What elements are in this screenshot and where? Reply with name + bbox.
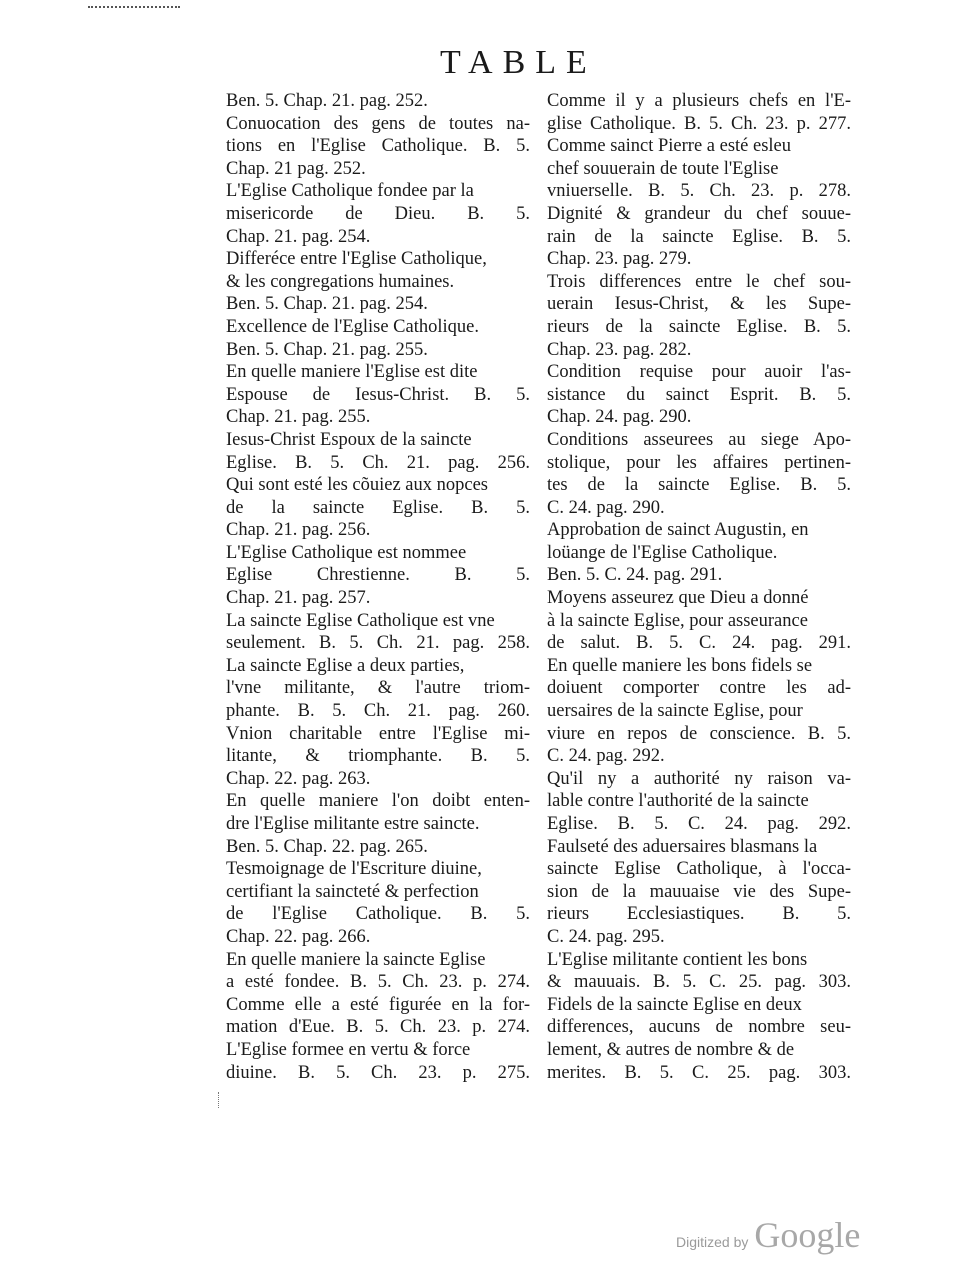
index-entry-line: Eglise. B. 5. Ch. 21. pag. 256. [226, 452, 530, 473]
index-entry-line: dre l'Eglise militante estre saincte. [226, 814, 480, 834]
index-entry-line: phante. B. 5. Ch. 21. pag. 260. [226, 701, 530, 722]
index-entry-line: Excellence de l'Eglise Catholique. [226, 316, 479, 337]
index-entry-line: Chap. 21. pag. 256. [226, 520, 371, 541]
index-entry-line: Conuocation des gens de toutes na- [226, 113, 530, 134]
margin-mark [218, 1092, 219, 1108]
index-entry-line: Chap. 21. pag. 257. [226, 588, 371, 609]
index-entry-line: En quelle maniere les bons fidels se [547, 655, 813, 676]
index-entry-line: lable contre l'authorité de la saincte [547, 791, 809, 812]
index-entry-line: sistance du sainct Esprit. B. 5. [547, 384, 851, 405]
index-entry-line: C. 24. pag. 290. [547, 497, 665, 518]
index-entry-line: vniuerselle. B. 5. Ch. 23. p. 278. [547, 181, 851, 202]
index-entry-line: Eglise Chrestienne. B. 5. [226, 565, 530, 586]
index-entry-line: Comme il y a plusieurs chefs en l'E- [547, 91, 851, 111]
index-entry-line: Differéce entre l'Eglise Catholique, [226, 249, 487, 270]
index-entry-line: Fidels de la saincte Eglise en deux [547, 994, 802, 1015]
index-entry-line: sion de la mauuaise vie des Supe- [547, 881, 851, 902]
index-entry-line: stolique, pour les affaires pertinen- [547, 452, 851, 473]
index-entry-line: l'vne militante, & l'autre triom- [226, 678, 530, 699]
index-entry-line: differences, aucuns de nombre seu- [547, 1017, 851, 1038]
index-entry-line: rieurs de la saincte Eglise. B. 5. [547, 316, 851, 337]
top-ink-mark [88, 6, 180, 14]
index-entry-line: de la saincte Eglise. B. 5. [226, 497, 530, 518]
index-entry-line: Qui sont esté les cõuiez aux nopces [226, 475, 489, 496]
index-entry-line: L'Eglise formee en vertu & force [226, 1039, 471, 1060]
digitized-by-watermark [676, 1214, 860, 1256]
index-entry-line: Trois differences entre le chef sou- [547, 271, 851, 292]
index-entry-line: glise Catholique. B. 5. Ch. 23. p. 277. [547, 113, 851, 134]
right-column [547, 90, 851, 1084]
index-entry-line: Dignité & grandeur du chef souue- [547, 203, 851, 224]
index-entry-line: tes de la saincte Eglise. B. 5. [547, 475, 851, 496]
index-entry-line: Qu'il ny a authorité ny raison va- [547, 768, 851, 789]
index-entry-line: mation d'Eue. B. 5. Ch. 23. p. 274. [226, 1017, 530, 1038]
index-entry-line: saincte Eglise Catholique, à l'occa- [547, 859, 851, 880]
index-entry-line: Condition requise pour auoir l'as- [547, 362, 851, 383]
left-column [226, 90, 530, 1084]
index-entry-line: chef souuerain de toute l'Eglise [547, 158, 779, 179]
index-entry-line: tions en l'Eglise Catholique. B. 5. [226, 136, 530, 157]
index-entry-line: uersaires de la saincte Eglise, pour [547, 701, 803, 722]
index-entry-line: C. 24. pag. 295. [547, 926, 665, 947]
index-entry-line: Iesus-Christ Espoux de la saincte [226, 429, 472, 450]
index-entry-line: L'Eglise Catholique est nommee [226, 542, 467, 563]
index-entry-line: L'Eglise militante contient les bons [547, 949, 808, 970]
index-entry-line: Ben. 5. Chap. 21. pag. 254. [226, 294, 428, 315]
index-entry-line: Ben. 5. Chap. 22. pag. 265. [226, 836, 428, 857]
index-entry-line: & mauuais. B. 5. C. 25. pag. 303. [547, 972, 851, 993]
index-entry-line: En quelle maniere la saincte Eglise [226, 949, 486, 970]
index-entry-line: Ben. 5. Chap. 21. pag. 255. [226, 339, 428, 360]
index-entry-line: Comme elle a esté figurée en la for- [226, 994, 530, 1015]
index-entry-line: Chap. 21. pag. 254. [226, 226, 371, 247]
index-entry-line: de salut. B. 5. C. 24. pag. 291. [547, 633, 851, 654]
index-entry-line: Moyens asseurez que Dieu a donné [547, 588, 809, 609]
index-entry-line: C. 24. pag. 292. [547, 746, 665, 767]
index-entry-line: Chap. 21 pag. 252. [226, 158, 366, 179]
index-entry-line: Chap. 23. pag. 282. [547, 339, 692, 360]
index-entry-line: Chap. 23. pag. 279. [547, 249, 692, 270]
index-entry-line: Tesmoignage de l'Escriture diuine, [226, 859, 482, 880]
index-entry-line: lement, & autres de nombre & de [547, 1039, 795, 1060]
index-entry-line: Ben. 5. C. 24. pag. 291. [547, 565, 723, 586]
index-entry-line: Comme sainct Pierre a esté esleu [547, 136, 792, 157]
index-entry-line: diuine. B. 5. Ch. 23. p. 275. [226, 1062, 530, 1083]
index-entry-line: loüange de l'Eglise Catholique. [547, 542, 778, 563]
index-entry-line: de l'Eglise Catholique. B. 5. [226, 904, 530, 925]
index-entry-line: Espouse de Iesus-Christ. B. 5. [226, 384, 530, 405]
index-entry-line: doiuent comporter contre les ad- [547, 678, 851, 699]
index-entry-line: Approbation de sainct Augustin, en [547, 520, 809, 541]
running-head: TABLE [440, 44, 597, 81]
index-entry-line: Ben. 5. Chap. 21. pag. 252. [226, 91, 428, 111]
index-entry-line: litante, & triomphante. B. 5. [226, 746, 530, 767]
index-entry-line: à la saincte Eglise, pour asseurance [547, 610, 808, 631]
index-entry-line: seulement. B. 5. Ch. 21. pag. 258. [226, 633, 530, 654]
index-entry-line: & les congregations humaines. [226, 271, 455, 292]
digitized-by-label: Digitized by [676, 1234, 749, 1250]
index-entry-line: misericorde de Dieu. B. 5. [226, 203, 530, 224]
index-entry-line: Vnion charitable entre l'Eglise mi- [226, 723, 530, 744]
index-entry-line: rieurs Ecclesiastiques. B. 5. [547, 904, 851, 925]
index-entry-line: Eglise. B. 5. C. 24. pag. 292. [547, 814, 851, 834]
index-entry-line: merites. B. 5. C. 25. pag. 303. [547, 1062, 851, 1083]
index-entry-line: Faulseté des aduersaires blasmans la [547, 836, 818, 857]
index-entry-line: Chap. 22. pag. 263. [226, 768, 371, 789]
index-entry-line: a esté fondee. B. 5. Ch. 23. p. 274. [226, 972, 530, 993]
index-entry-line: La saincte Eglise Catholique est vne [226, 610, 495, 631]
index-entry-line: Chap. 21. pag. 255. [226, 407, 371, 428]
index-entry-line: Chap. 22. pag. 266. [226, 926, 371, 947]
google-logo: Google [754, 1215, 861, 1255]
index-entry-line: La saincte Eglise a deux parties, [226, 655, 465, 676]
index-entry-line: Chap. 24. pag. 290. [547, 407, 692, 428]
index-entry-line: Conditions asseurees au siege Apo- [547, 429, 851, 450]
index-entry-line: L'Eglise Catholique fondee par la [226, 181, 474, 202]
index-entry-line: viure en repos de conscience. B. 5. [547, 723, 851, 744]
index-entry-line: rain de la saincte Eglise. B. 5. [547, 226, 851, 247]
index-entry-line: certifiant la saincteté & perfection [226, 881, 479, 902]
index-entry-line: En quelle maniere l'Eglise est dite [226, 362, 478, 383]
index-entry-line: En quelle maniere l'on doibt enten- [226, 791, 530, 812]
index-entry-line: uerain Iesus-Christ, & les Supe- [547, 294, 851, 315]
